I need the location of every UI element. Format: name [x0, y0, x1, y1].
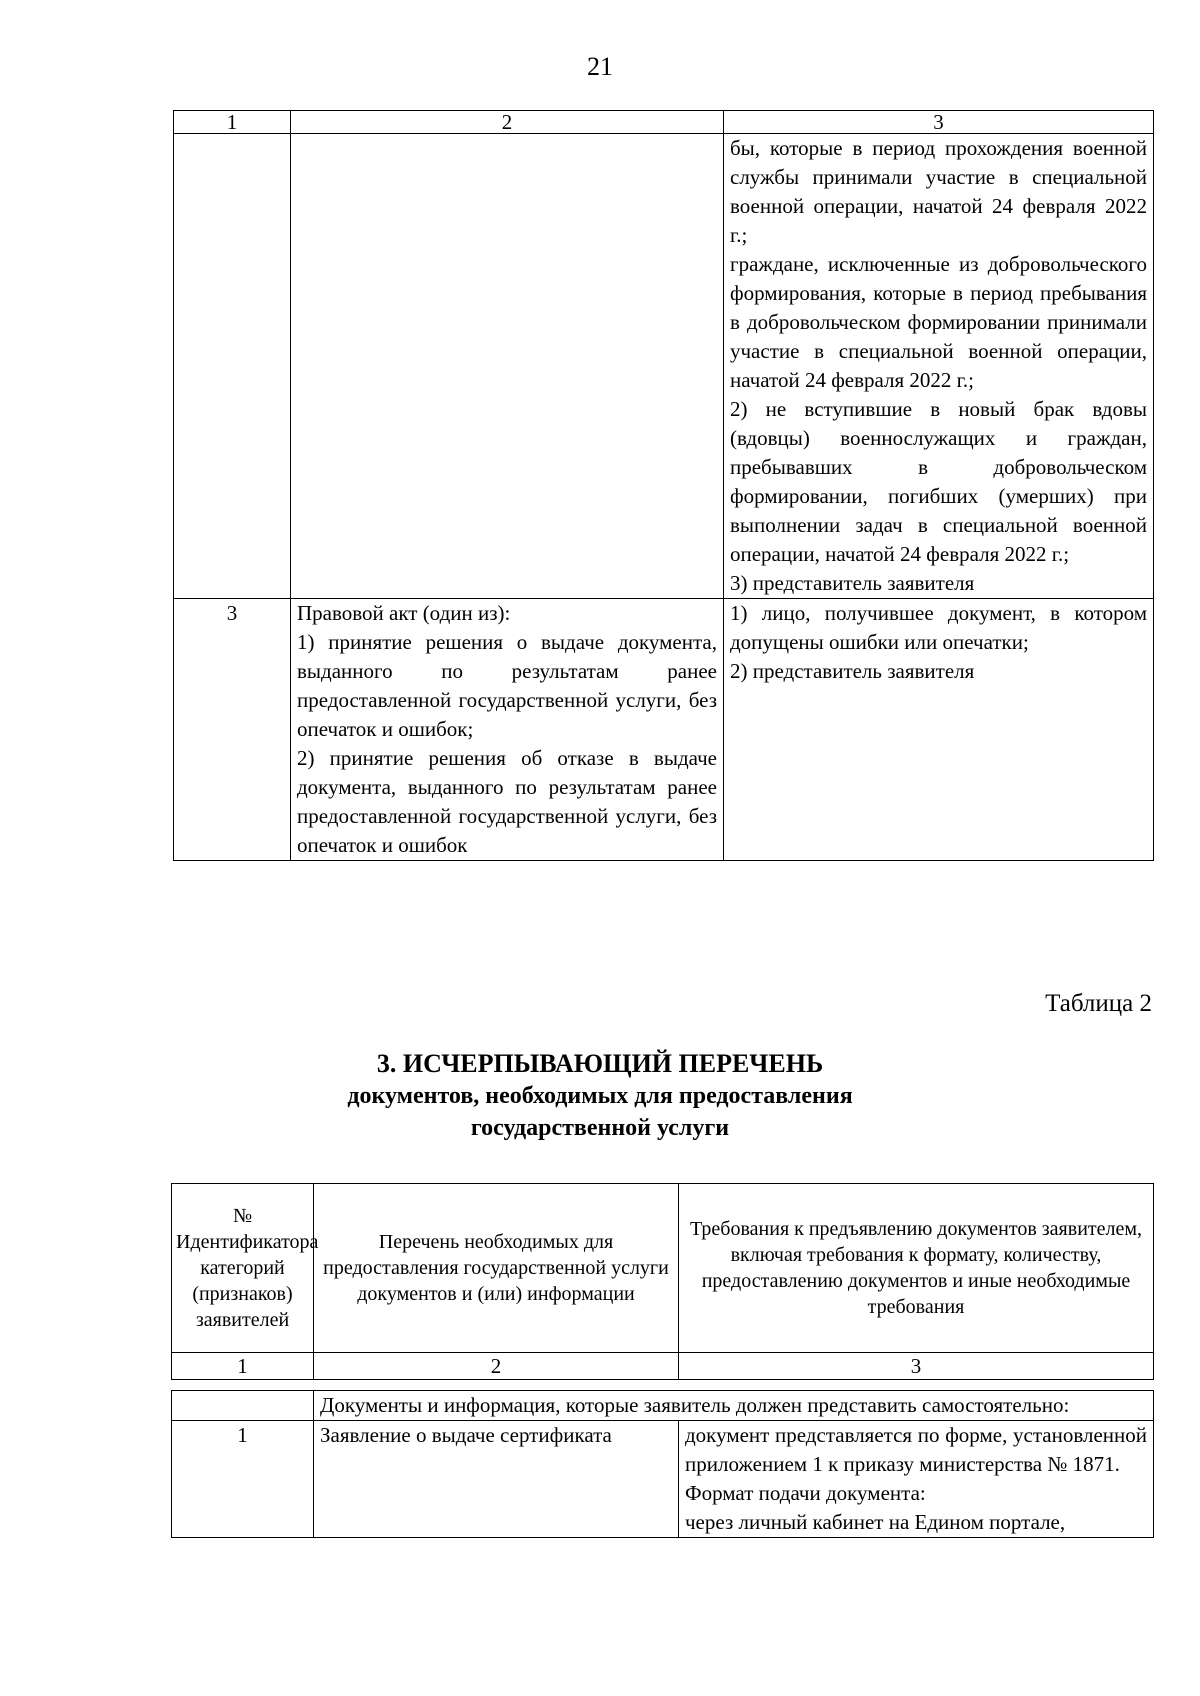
paragraph: 2) представитель заявителя — [730, 659, 975, 683]
paragraph: граждане, исключенные из добровольческого формирования, которые в период пребывания в добровольческом формировании принимали участие в специальной военной операции, начатой 24 февраля 2022 г.; — [730, 252, 1147, 392]
table-header-row — [174, 111, 1154, 134]
documents-table — [171, 1183, 1154, 1538]
page-number: 21 — [587, 52, 613, 81]
paragraph: бы, которые в период прохождения военной службы принимали участие в специальной военной операции, начатой 24 февраля 2022 г.; — [730, 136, 1147, 247]
table-header-row — [172, 1184, 1154, 1353]
table-gap — [172, 1380, 1154, 1391]
column-number-1: 1 — [174, 111, 291, 134]
table-row — [172, 1421, 1154, 1538]
paragraph: документ представляется по форме, установленной приложением 1 к приказу министерства № 1871. — [685, 1423, 1147, 1476]
row-id-cell: 1 — [172, 1421, 314, 1538]
paragraph: Формат подачи документа: — [685, 1481, 926, 1505]
section-title-line-1: 3. ИСЧЕРПЫВАЮЩИЙ ПЕРЕЧЕНЬ — [376, 1049, 824, 1078]
paragraph: 1) принятие решения о выдаче документа, выданного по результатам ранее предоставленной государственной услуги, без опечаток и ошибок; — [297, 630, 717, 741]
section-title-line-3: государственной услуги — [470, 1115, 730, 1141]
document-cell — [291, 599, 724, 861]
section-title — [0, 1048, 1200, 1144]
column-number-3: 3 — [724, 111, 1154, 134]
paragraph: через личный кабинет на Едином портале, — [685, 1510, 1066, 1534]
applicant-cell — [724, 599, 1154, 861]
column-number-3: 3 — [679, 1353, 1154, 1380]
table-row — [174, 599, 1154, 861]
section-row — [172, 1391, 1154, 1421]
paragraph: 1) лицо, получившее документ, в котором допущены ошибки или опечатки; — [730, 601, 1147, 654]
paragraph: Правовой акт (один из): — [297, 601, 511, 625]
continuation-table — [173, 110, 1154, 861]
column-numbers-row — [172, 1353, 1154, 1380]
section-row-text: Документы и информация, которые заявитель должен представить самостоятельно: — [314, 1391, 1154, 1421]
applicant-cell — [724, 134, 1154, 599]
column-number-1: 1 — [172, 1353, 314, 1380]
paragraph: 3) представитель заявителя — [730, 571, 975, 595]
header-identifier: № Идентификатора категорий (признаков) заявителей — [172, 1184, 314, 1353]
requirements-cell — [679, 1421, 1154, 1538]
empty-cell — [172, 1391, 314, 1421]
header-documents: Перечень необходимых для предоставления государственной услуги документов и (или) информации — [314, 1184, 679, 1353]
paragraph: 2) принятие решения об отказе в выдаче документа, выданного по результатам ранее предоставленной государственной услуги, без опечаток и ошибок — [297, 746, 717, 857]
paragraph: 2) не вступившие в новый брак вдовы (вдовцы) военнослужащих и граждан, пребывавших в добровольческом формировании, погибших (умерших) при выполнении задач в специальной военной операции, начатой 24 февраля 2022 г.; — [730, 397, 1147, 566]
document-cell: Заявление о выдаче сертификата — [314, 1421, 679, 1538]
section-title-line-2: документов, необходимых для предоставления — [347, 1083, 853, 1109]
column-number-2: 2 — [291, 111, 724, 134]
row-id-cell: 3 — [174, 599, 291, 861]
table-label: Таблица 2 — [1045, 990, 1152, 1017]
row-id-cell — [174, 134, 291, 599]
table-row — [174, 134, 1154, 599]
document-cell — [291, 134, 724, 599]
header-requirements: Требования к предъявлению документов заявителем, включая требования к формату, количеству, предоставлению документов и иные необходимые требования — [679, 1184, 1154, 1353]
column-number-2: 2 — [314, 1353, 679, 1380]
